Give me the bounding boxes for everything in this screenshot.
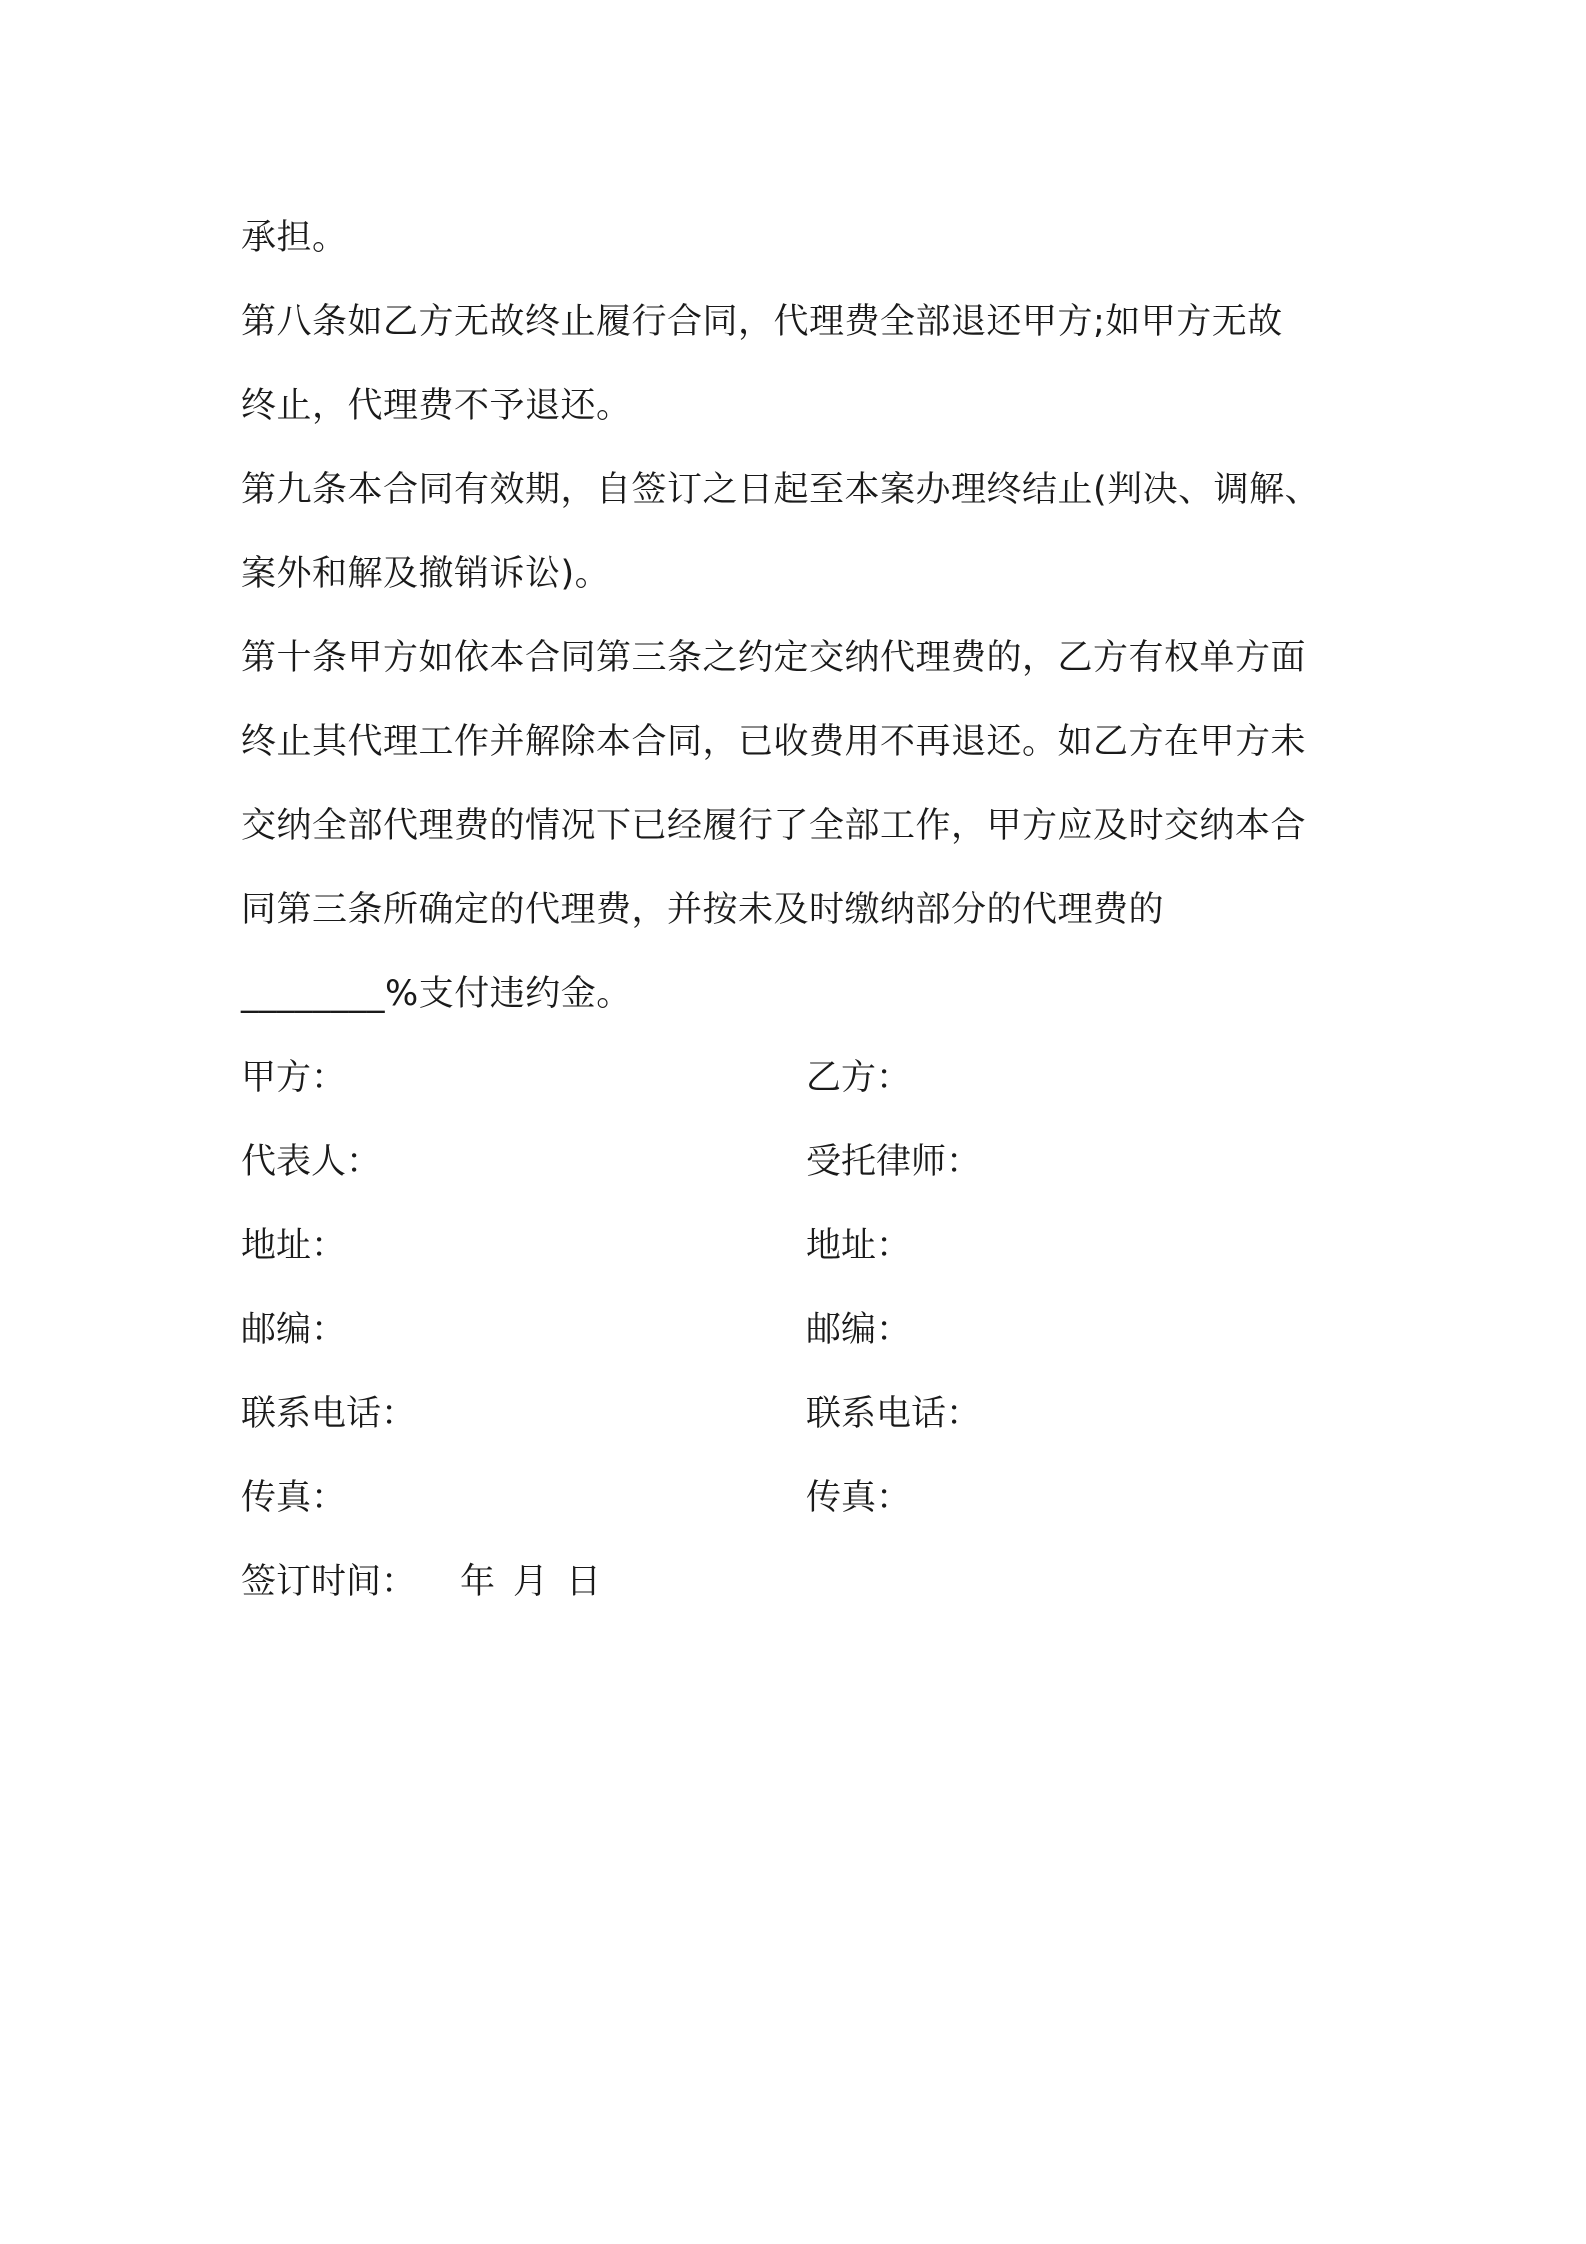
party-a-fax-label: 传真： (241, 1478, 347, 1518)
signature-row-fax (241, 1456, 1371, 1540)
party-b-address-label: 地址： (806, 1226, 912, 1266)
paragraph-line: 承担。 (241, 218, 348, 258)
date-day: 日 (566, 1562, 602, 1602)
paragraph-line: 案外和解及撤销诉讼)。 (241, 554, 611, 594)
date-year: 年 (460, 1562, 496, 1602)
party-b-phone-label: 联系电话： (806, 1394, 982, 1434)
party-a-phone-label: 联系电话： (241, 1394, 417, 1434)
signing-date (241, 1540, 601, 1624)
party-a-representative-label: 代表人： (241, 1142, 382, 1182)
penalty-rate-line: ________%支付违约金。 (241, 974, 632, 1014)
signing-date-row (241, 1540, 1371, 1624)
paragraph-line: 同第三条所确定的代理费，并按未及时缴纳部分的代理费的 (241, 890, 1165, 930)
party-a-label: 甲方： (241, 1058, 347, 1098)
party-b-fax-label: 传真： (806, 1478, 912, 1518)
paragraph-line: 第九条本合同有效期，自签订之日起至本案办理终结止(判决、调解、 (241, 470, 1321, 510)
paragraph-line: 终止其代理工作并解除本合同，已收费用不再退还。如乙方在甲方未 (241, 722, 1307, 762)
party-a-address-label: 地址： (241, 1226, 347, 1266)
signature-row-party (241, 1036, 1371, 1120)
paragraph-line: 终止，代理费不予退还。 (241, 386, 632, 426)
signature-row-postcode (241, 1288, 1371, 1372)
paragraph-line: 交纳全部代理费的情况下已经履行了全部工作，甲方应及时交纳本合 (241, 806, 1307, 846)
party-b-postcode-label: 邮编： (806, 1310, 912, 1350)
document-body (241, 196, 1371, 1624)
paragraph-line: 第十条甲方如依本合同第三条之约定交纳代理费的，乙方有权单方面 (241, 638, 1307, 678)
signature-row-phone (241, 1372, 1371, 1456)
paragraph-line: 第八条如乙方无故终止履行合同，代理费全部退还甲方;如甲方无故 (241, 302, 1283, 342)
signature-row-address (241, 1204, 1371, 1288)
party-a-postcode-label: 邮编： (241, 1310, 347, 1350)
party-b-label: 乙方： (806, 1058, 912, 1098)
signing-date-label: 签订时间： (241, 1562, 417, 1602)
signature-row-representative (241, 1120, 1371, 1204)
party-b-lawyer-label: 受托律师： (806, 1142, 982, 1182)
date-month: 月 (513, 1562, 549, 1602)
